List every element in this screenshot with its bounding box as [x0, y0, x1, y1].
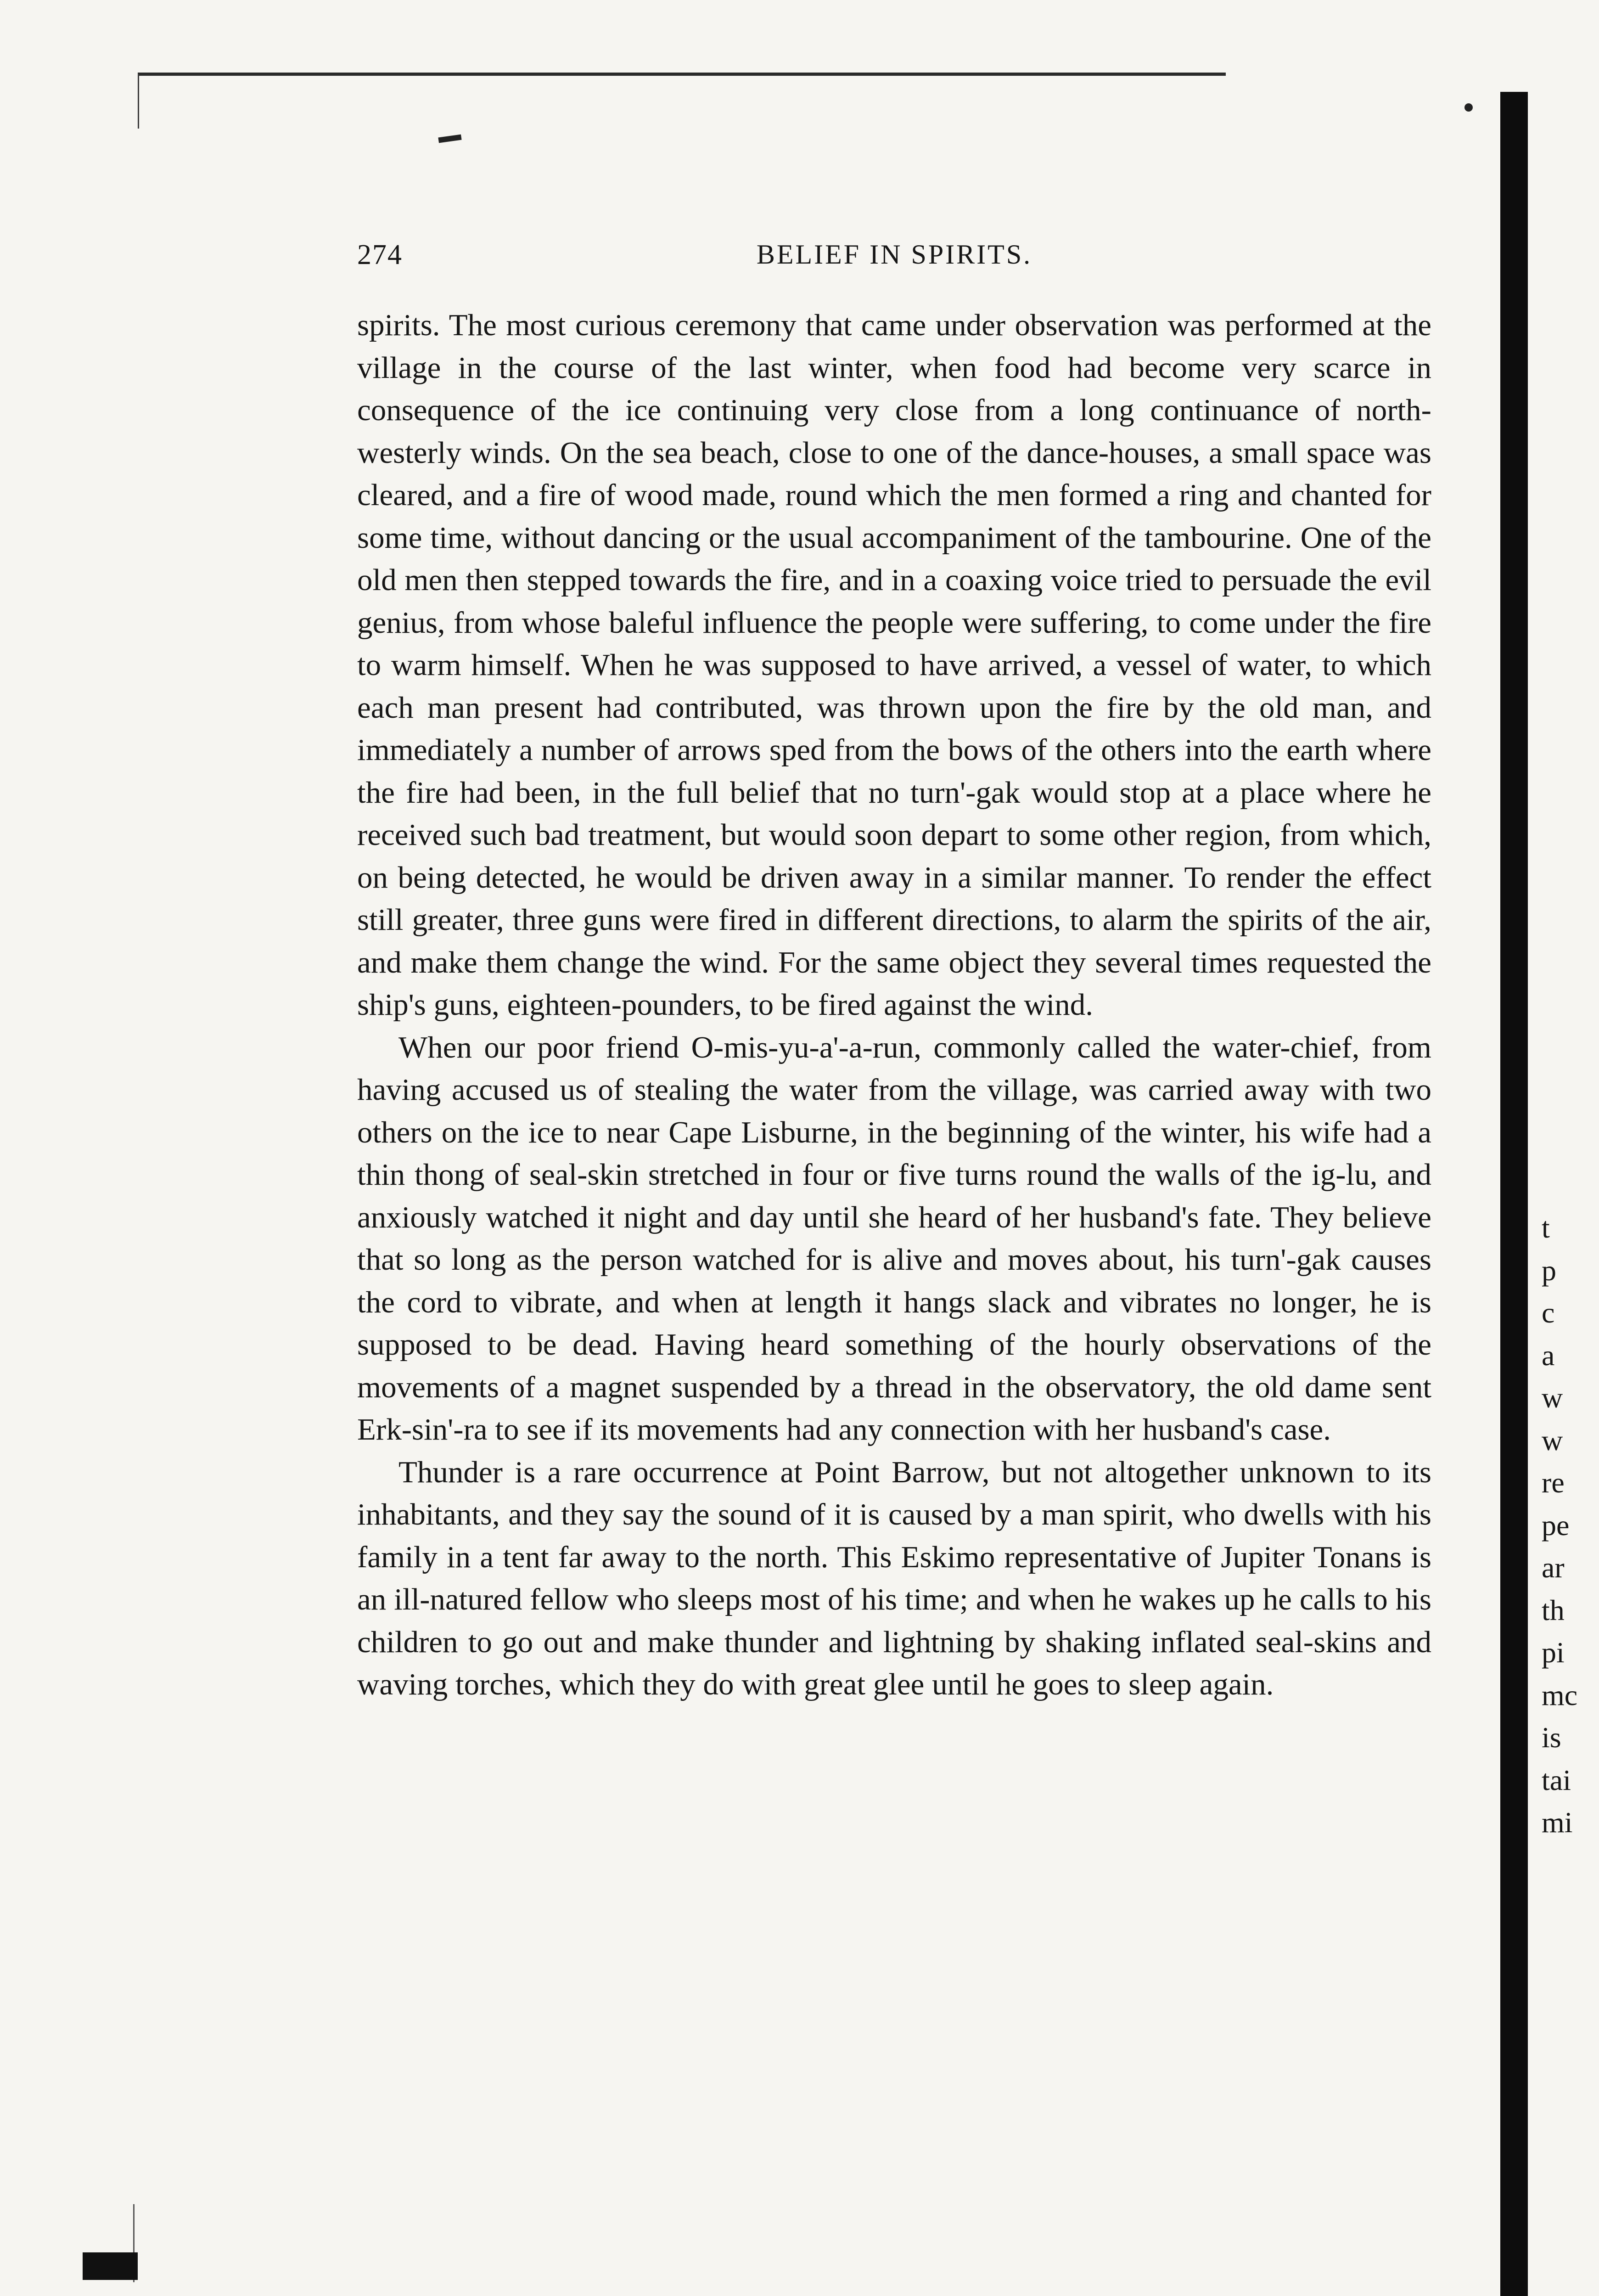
paragraph-3: Thunder is a rare occurrence at Point Barrow, but not altogether unknown to its inhabitants, and they say the sound of it is caused by a man spirit, who dwells with his family in a tent far away to the north. This Eskimo representative of Jupiter Tonans is an ill-natured fellow who sleeps most of his time; and when he wakes up he calls to his children to go out and make thunder and lightning by shaking inflated seal-skins and waving torches, which they do with great glee until he goes to sleep again.	[357, 1455, 1431, 1701]
facing-page-line: re	[1542, 1466, 1565, 1499]
page-number: 274	[357, 239, 403, 270]
facing-page-line: mi	[1542, 1806, 1573, 1839]
paragraph-1: spirits. The most curious ceremony that came under observation was performed at the village in the course of the last winter, when food had become very scarce in consequence of the ice continuing very close from a long continuance of north-westerly winds. On the sea beach, close to one of the dance-houses, a small space was cleared, and a fire of wood made, round which the men formed a ring and chanted for some time, without dancing or the usual accompaniment of the tambourine. One of the old men then stepped towards the fire, and in a coaxing voice tried to persuade the evil genius, from whose baleful influence the people were suffering, to come under the fire to warm himself. When he was supposed to have arrived, a vessel of water, to which each man present had contributed, was thrown upon the fire by the old man, and immediately a number of arrows sped from the bows of the others into the earth where the fire had been, in the full belief that no turn'-gak would stop at a place where he received such bad treatment, but would soon depart to some other region, from which, on being detected, he would be driven away in a similar manner. To render the effect still greater, three guns were fired in different directions, to alarm the spirits of the air, and make them change the wind. For the same object they several times requested the ship's guns, eighteen-pounders, to be fired against the wind.	[357, 308, 1431, 1022]
book-spine-shadow	[1500, 92, 1528, 2296]
scan-dot-mark	[1464, 103, 1473, 112]
facing-page-line: ar	[1542, 1551, 1565, 1584]
scan-left-rule	[138, 73, 139, 129]
facing-page-line: w	[1542, 1381, 1563, 1414]
scan-corner-block	[83, 2252, 138, 2280]
facing-page-line: mc	[1542, 1678, 1578, 1711]
facing-page-line: c	[1542, 1296, 1555, 1329]
scan-dash-mark	[438, 135, 461, 143]
facing-page-line: th	[1542, 1593, 1565, 1626]
facing-page-line: is	[1542, 1721, 1561, 1754]
facing-page-line: pe	[1542, 1508, 1570, 1542]
facing-page-line: pi	[1542, 1636, 1565, 1669]
facing-page-fragment	[1542, 1207, 1599, 1844]
facing-page-line: tai	[1542, 1763, 1571, 1796]
facing-page-line: a	[1542, 1339, 1555, 1372]
paragraph-2: When our poor friend O-mis-yu-a'-a-run, commonly called the water-chief, from having accused us of stealing the water from the village, was carried away with two others on the ice to near Cape Lisburne, in the beginning of the winter, his wife had a thin thong of seal-skin stretched in four or five turns round the walls of the ig-lu, and anxiously watched it night and day until she heard of her husband's fate. They believe that so long as the person watched for is alive and moves about, his turn'-gak causes the cord to vibrate, and when at length it hangs slack and vibrates no longer, he is supposed to be dead. Having heard something of the hourly observations of the movements of a magnet suspended by a thread in the observatory, the old dame sent Erk-sin'-ra to see if its movements had any connection with her husband's case.	[357, 1030, 1431, 1446]
running-head: BELIEF IN SPIRITS.	[756, 239, 1032, 270]
page-header	[357, 239, 1431, 285]
facing-page-line: t	[1542, 1211, 1550, 1244]
scan-top-rule	[138, 73, 1226, 76]
facing-page-line: w	[1542, 1424, 1563, 1457]
facing-page-line: p	[1542, 1254, 1556, 1287]
body-text	[357, 304, 1431, 1706]
